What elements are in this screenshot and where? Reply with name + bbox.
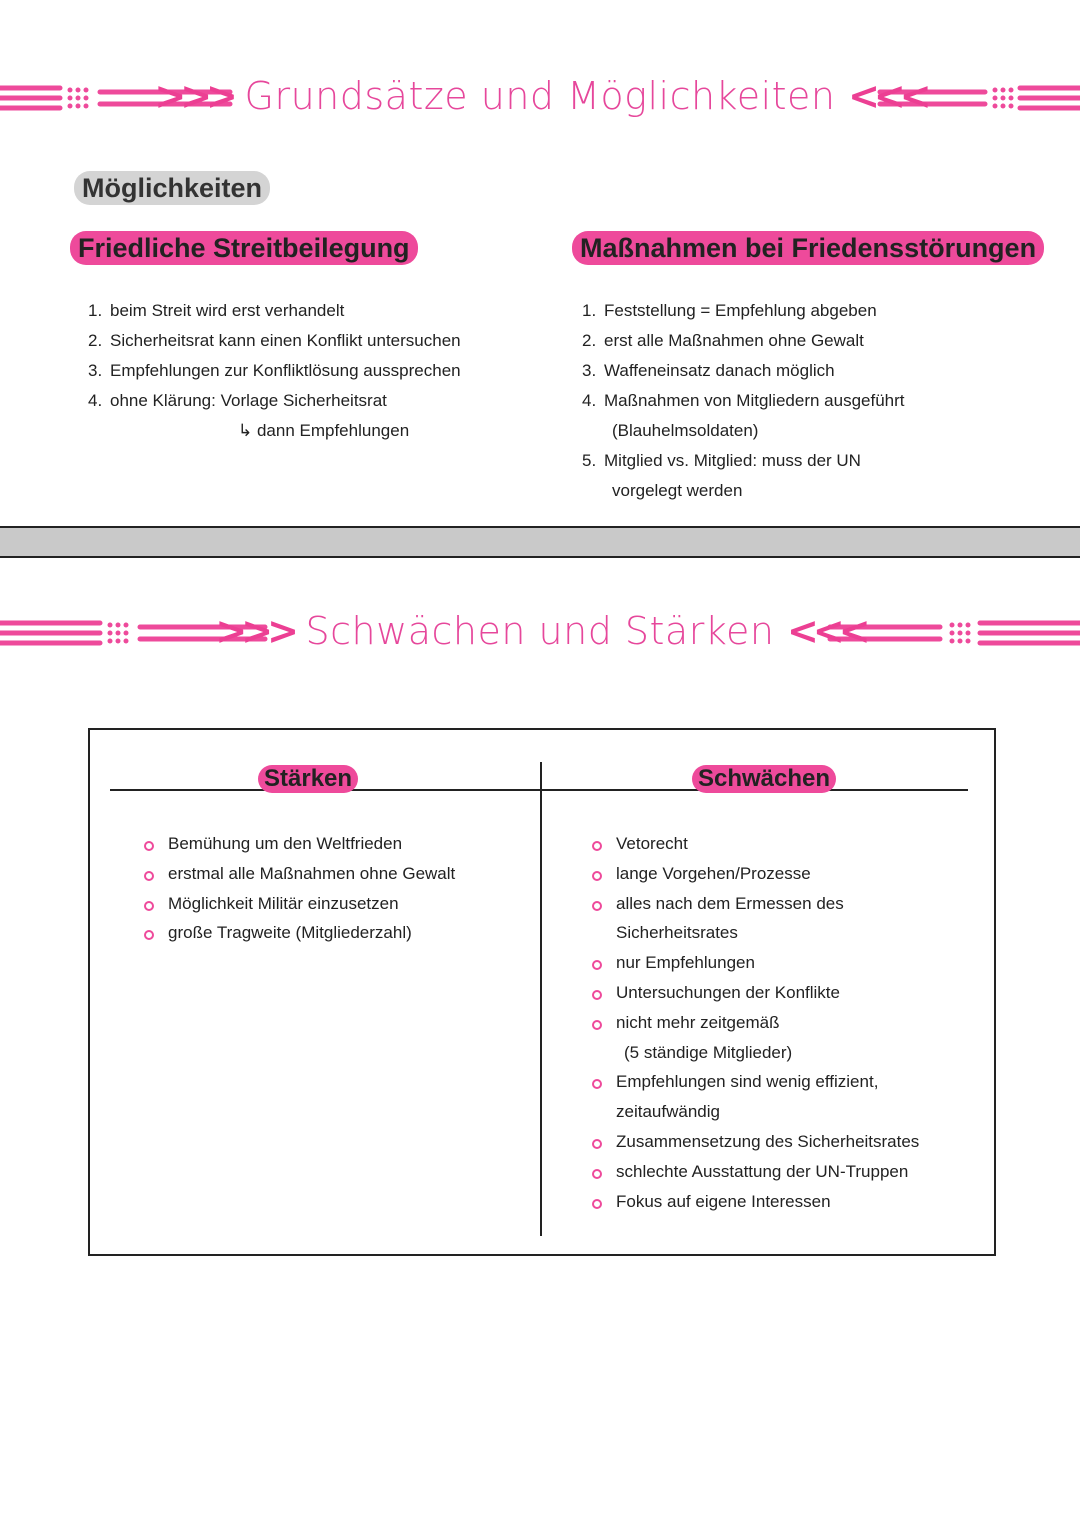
weakness-item: Zusammensetzung des Sicherheitsrates: [592, 1127, 919, 1157]
left-arrows: >>>: [154, 74, 232, 118]
list-item: 4. ohne Klärung: Vorlage Sicherheitsrat: [88, 391, 387, 410]
left-heading: Friedliche Streitbeilegung: [70, 231, 418, 265]
list-item: 2. erst alle Maßnahmen ohne Gewalt: [582, 331, 864, 350]
strengths-list: [144, 829, 455, 948]
banner-strengths-weaknesses: [0, 611, 1080, 651]
weakness-item: Untersuchungen der Konflikte: [592, 978, 919, 1008]
list-item: 1. Feststellung = Empfehlung abgeben: [582, 301, 877, 320]
table-header-rule: [110, 789, 968, 791]
weakness-item-continuation: zeitaufwändig: [616, 1102, 720, 1122]
right-heading: Maßnahmen bei Friedensstörungen: [572, 231, 1044, 265]
weaknesses-header: Schwächen: [692, 765, 836, 793]
weakness-item: nur Empfehlungen: [592, 948, 919, 978]
list-item: 3. Waffeneinsatz danach möglich: [582, 361, 835, 380]
strength-item: Möglichkeit Militär einzusetzen: [144, 889, 455, 919]
weakness-item-continuation: Sicherheitsrates: [616, 923, 738, 943]
left-arrows: >>>: [215, 609, 293, 653]
list-item: 2. Sicherheitsrat kann einen Konflikt untersuchen: [88, 331, 461, 350]
section-label: Möglichkeiten: [74, 171, 270, 205]
right-list: [582, 296, 905, 506]
strength-item: Bemühung um den Weltfrieden: [144, 829, 455, 859]
weakness-item: nicht mehr zeitgemäß: [592, 1008, 919, 1038]
weakness-item: Vetorecht: [592, 829, 919, 859]
weakness-item: alles nach dem Ermessen des: [592, 889, 919, 919]
list-item-continuation: vorgelegt werden: [612, 481, 743, 500]
list-subitem: ↳ dann Empfehlungen: [238, 421, 410, 440]
strength-item: erstmal alle Maßnahmen ohne Gewalt: [144, 859, 455, 889]
banner-principles: [0, 76, 1080, 116]
left-list: [88, 296, 461, 446]
weakness-item-continuation: (5 ständige Mitglieder): [624, 1042, 793, 1062]
list-item: 1. beim Streit wird erst verhandelt: [88, 301, 345, 320]
strength-item: große Tragweite (Mitgliederzahl): [144, 918, 455, 948]
list-item: 4. Maßnahmen von Mitgliedern ausgeführt: [582, 391, 905, 410]
strengths-header: Stärken: [258, 765, 358, 793]
list-item: 3. Empfehlungen zur Konfliktlösung aussprechen: [88, 361, 461, 380]
right-arrows: <<<: [848, 74, 926, 118]
banner-title: Grundsätze und Möglichkeiten: [244, 74, 836, 118]
weaknesses-list: [592, 829, 919, 1216]
list-item-continuation: (Blauhelmsoldaten): [612, 421, 759, 440]
list-item: 5. Mitglied vs. Mitglied: muss der UN: [582, 451, 861, 470]
table-column-divider: [540, 762, 542, 1236]
weakness-item: schlechte Ausstattung der UN-Truppen: [592, 1157, 919, 1187]
banner-title-line: [0, 611, 1080, 651]
banner-title: Schwächen und Stärken: [305, 609, 775, 653]
weakness-item: Fokus auf eigene Interessen: [592, 1187, 919, 1217]
banner-title-line: [0, 76, 1080, 116]
weakness-item: lange Vorgehen/Prozesse: [592, 859, 919, 889]
right-arrows: <<<: [787, 609, 865, 653]
section-divider: [0, 526, 1080, 558]
weakness-item: Empfehlungen sind wenig effizient,: [592, 1067, 919, 1097]
